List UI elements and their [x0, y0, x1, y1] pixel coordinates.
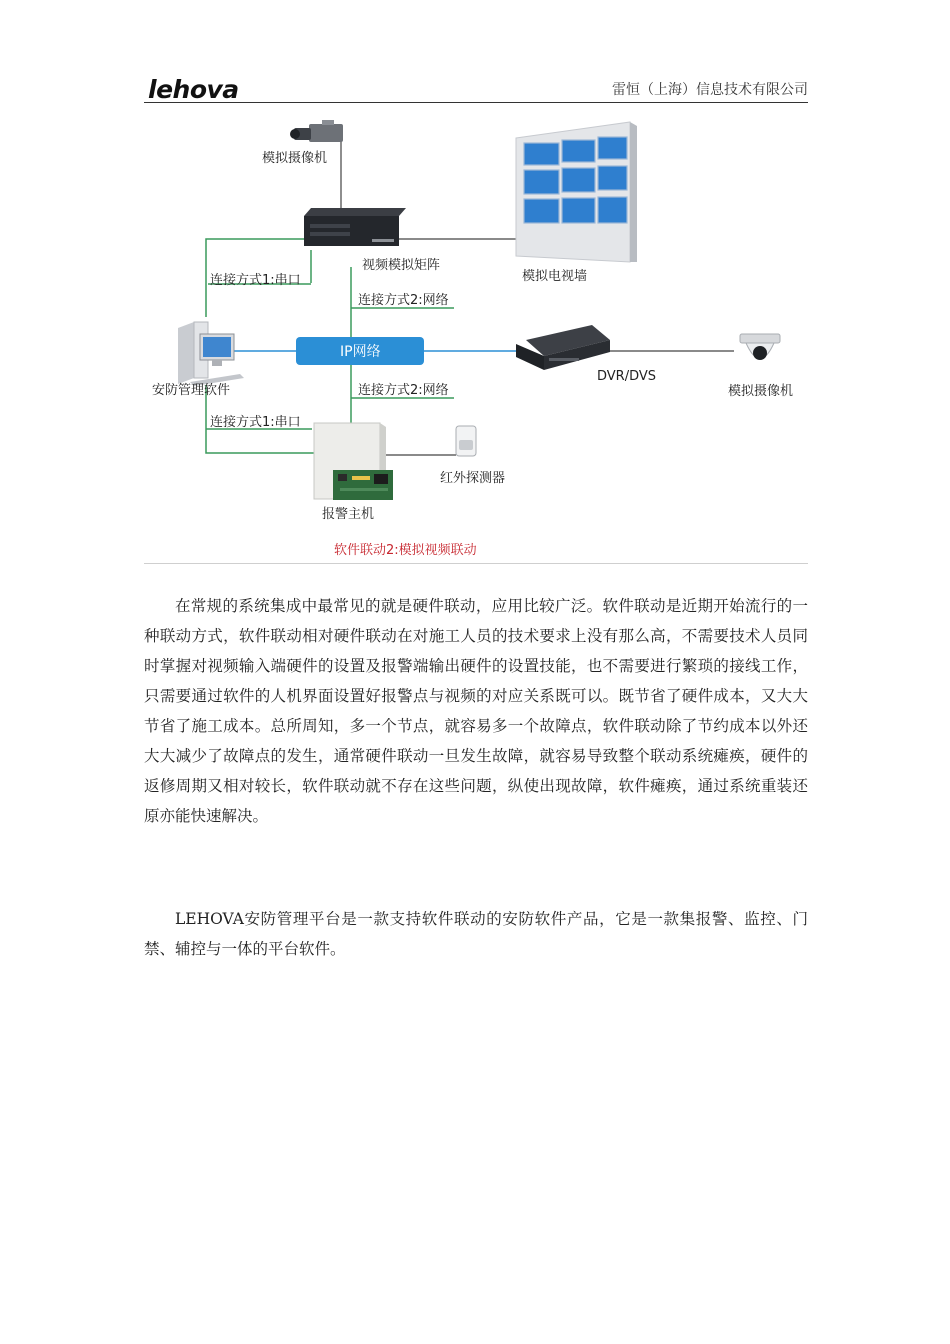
body-paragraph-2: LEHOVA安防管理平台是一款支持软件联动的安防软件产品，它是一款集报警、监控、门禁、辅控与一体的平台软件。	[144, 910, 808, 958]
ip-network-label: IP网络	[340, 344, 381, 360]
matrix-icon	[304, 208, 406, 246]
conn-net-top-label: 连接方式2:网络	[358, 293, 449, 308]
ir-detector-label: 红外探测器	[440, 471, 506, 486]
diagram-caption: 软件联动2:模拟视频联动	[334, 543, 477, 558]
ir-detector-icon	[456, 426, 476, 456]
software-label: 安防管理软件	[152, 383, 231, 398]
tv-wall-label: 模拟电视墙	[522, 269, 588, 284]
conn-serial-bottom-label: 连接方式1:串口	[210, 415, 301, 430]
divider	[144, 563, 808, 564]
linkage-diagram	[144, 112, 808, 562]
conn-net-bottom-label: 连接方式2:网络	[358, 383, 449, 398]
camera-right-label: 模拟摄像机	[728, 384, 794, 399]
tv-wall-icon	[516, 122, 637, 262]
dvr-label: DVR/DVS	[597, 369, 657, 384]
company-name: 雷恒（上海）信息技术有限公司	[612, 82, 808, 98]
alarm-host-icon	[314, 423, 393, 500]
company-logo: lehova	[148, 75, 239, 104]
connection-lines	[206, 130, 734, 455]
matrix-label: 视频模拟矩阵	[362, 258, 441, 273]
dome-camera-icon	[740, 334, 780, 360]
dvr-icon	[516, 325, 610, 370]
body-paragraph-1: 在常规的系统集成中最常见的就是硬件联动，应用比较广泛。软件联动是近期开始流行的一种联动方式，软件联动相对硬件联动在对施工人员的技术要求上没有那么高，不需要技术人员同时掌握对视频输入端硬件的设置及报警端输出硬件的设置技能，也不需要进行繁琐的接线工作，只需要通过软件的人机界面设置好报警点与视频的对应关系既可以。既节省了硬件成本，又大大节省了施工成本。总所周知，多一个节点，就容易多一个故障点，软件联动除了节约成本以外还大大减少了故障点的发生，通常硬件联动一旦发生故障，就容易导致整个联动系统瘫痪，硬件的返修周期又相对较长，软件联动就不存在这些问题，纵使出现故障，软件瘫痪，通过系统重装还原亦能快速解决。	[144, 597, 808, 825]
camera-top-label: 模拟摄像机	[262, 151, 328, 166]
page-header	[144, 72, 808, 103]
camera-icon	[290, 120, 343, 142]
computer-icon	[178, 322, 244, 386]
alarm-host-label: 报警主机	[322, 507, 375, 522]
conn-serial-top-label: 连接方式1:串口	[210, 273, 301, 288]
